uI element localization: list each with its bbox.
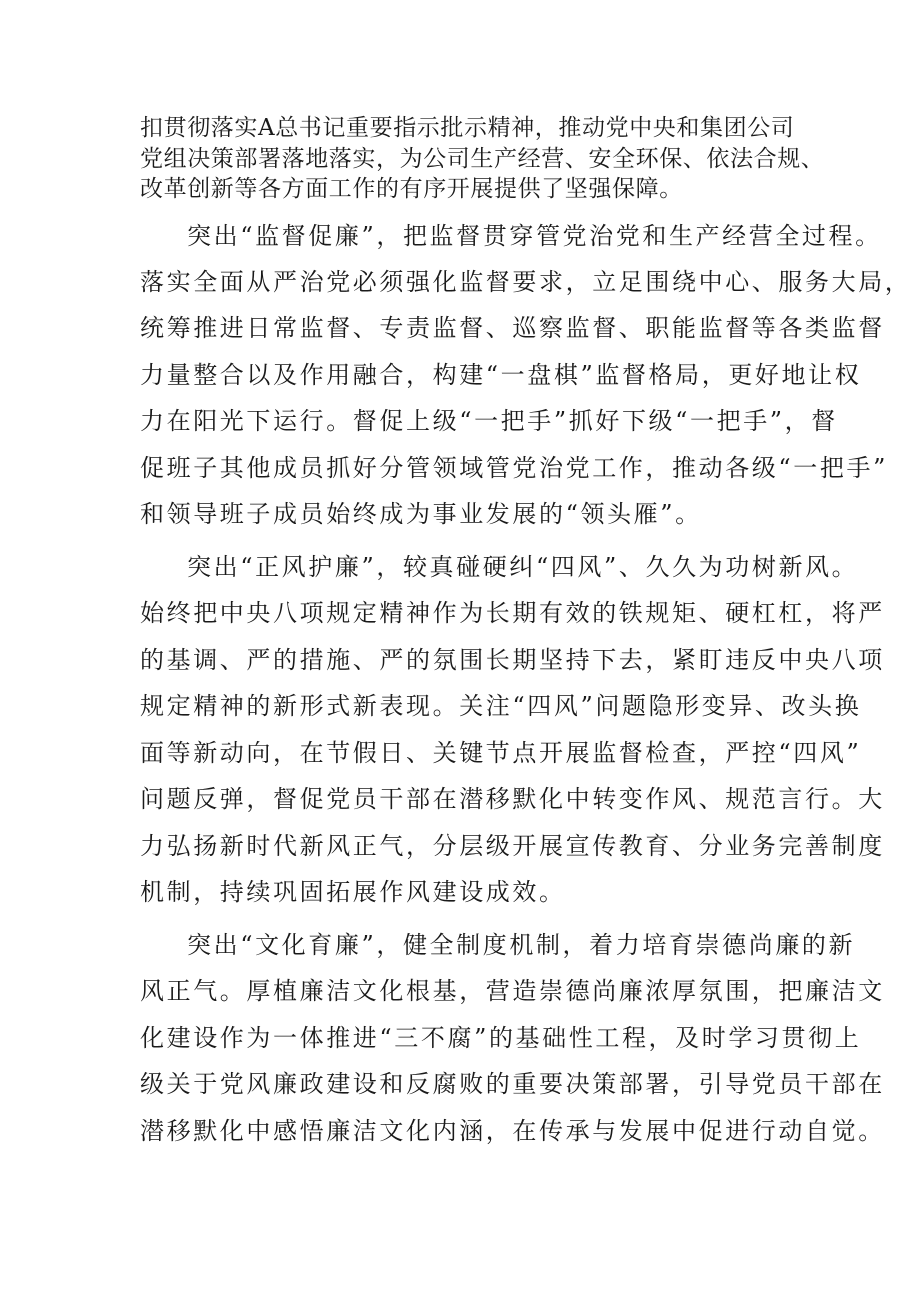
text-line: 突出“文化育廉”，健全制度机制，着力培育崇德尚廉的新: [187, 931, 856, 959]
text-line: 风正气。厚植廉洁文化根基，营造崇德尚廉浓厚氛围，把廉洁文: [140, 977, 885, 1005]
text-line: 改革创新等各方面工作的有序开展提供了坚强保障。: [140, 176, 683, 202]
text-line: 突出“监督促廉”，把监督贯穿管党治党和生产经营全过程。: [187, 222, 882, 250]
text-line: 统筹推进日常监督、专责监督、巡察监督、职能监督等各类监督: [140, 314, 885, 342]
text-line: 力量整合以及作用融合，构建“一盘棋”监督格局，更好地让权: [140, 361, 862, 389]
text-line: 力弘扬新时代新风正气，分层级开展宣传教育、分业务完善制度: [140, 832, 885, 860]
text-line: 化建设作为一体推进“三不腐”的基础性工程，及时学习贯彻上: [140, 1024, 862, 1052]
text-line: 始终把中央八项规定精神作为长期有效的铁规矩、硬杠杠，将严: [140, 599, 885, 627]
text-line: 和领导班子成员始终成为事业发展的“领头雁”。: [140, 500, 702, 528]
text-line: 突出“正风护廉”，较真碰硬纠“四风”、久久为功树新风。: [187, 553, 859, 581]
text-line: 问题反弹，督促党员干部在潜移默化中转变作风、规范言行。大: [140, 785, 885, 813]
text-line: 的基调、严的措施、严的氛围长期坚持下去，紧盯违反中央八项: [140, 646, 885, 674]
text-line: 级关于党风廉政建设和反腐败的重要决策部署，引导党员干部在: [140, 1070, 885, 1098]
text-line: 面等新动向，在节假日、关键节点开展监督检查，严控“四风”: [140, 739, 862, 767]
text-line: 规定精神的新形式新表现。关注“四风”问题隐形变异、改头换: [140, 692, 862, 720]
text-line: 落实全面从严治党必须强化监督要求，立足围绕中心、服务大局，: [140, 268, 912, 296]
text-line: 扣贯彻落实A总书记重要指示批示精神，推动党中央和集团公司: [140, 115, 795, 141]
text-line: 力在阳光下运行。督促上级“一把手”抓好下级“一把手”，督: [140, 407, 838, 435]
text-line: 潜移默化中感悟廉洁文化内涵，在传承与发展中促进行动自觉。: [140, 1117, 885, 1145]
text-line: 党组决策部署落地落实，为公司生产经营、安全环保、依法合规、: [140, 146, 825, 172]
text-line: 促班子其他成员抓好分管领域管党治党工作，推动各级“一把手”: [140, 454, 888, 482]
text-line: 机制，持续巩固拓展作风建设成效。: [140, 878, 566, 906]
